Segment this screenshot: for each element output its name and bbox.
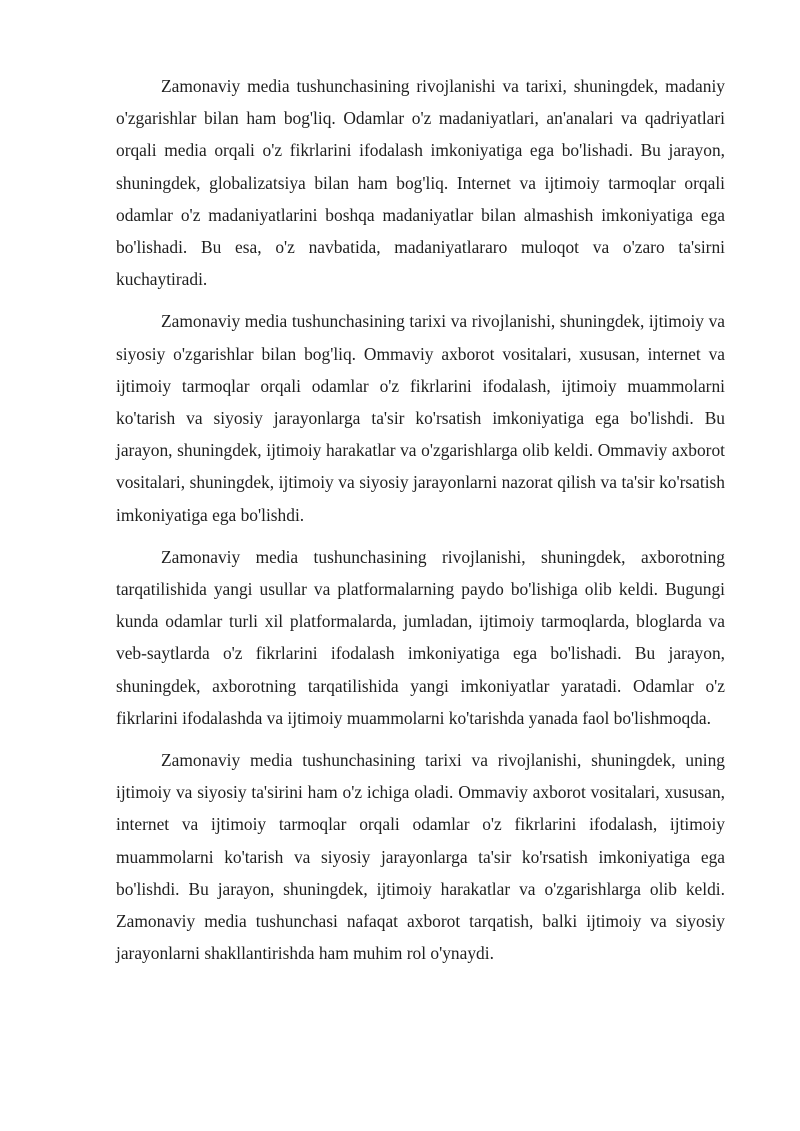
- paragraph-4: Zamonaviy media tushunchasining tarixi va rivojlanishi, shuningdek, uning ijtimoiy va siyosiy ta'sirini ham o'z ichiga oladi. Ommaviy axborot vositalari, xususan, internet va ijtimoiy tarmoqlar orqali odamlar o'z fikrlarini ifodalash, ijtimoiy muammolarni ko'tarish va siyosiy jarayonlarga ta'sir ko'rsatish imkoniyatiga ega bo'lishdi. Bu jarayon, shuningdek, ijtimoiy harakatlar va o'zgarishlarga olib keldi. Zamonaviy media tushunchasi nafaqat axborot tarqatish, balki ijtimoiy va siyosiy jarayonlarni shakllantirishda ham muhim rol o'ynaydi.: [116, 750, 725, 964]
- paragraph-3: Zamonaviy media tushunchasining rivojlanishi, shuningdek, axborotning tarqatilishida yangi usullar va platformalarning paydo bo'lishiga olib keldi. Bugungi kunda odamlar turli xil platformalarda, jumladan, ijtimoiy tarmoqlarda, bloglarda va veb-saytlarda o'z fikrlarini ifodalash imkoniyatiga ega bo'lishadi. Bu jarayon, shuningdek, axborotning tarqatilishida yangi imkoniyatlar yaratadi. Odamlar o'z fikrlarini ifodalashda va ijtimoiy muammolarni ko'tarishda yanada faol bo'lishmoqda.: [116, 546, 725, 728]
- paragraph-1: Zamonaviy media tushunchasining rivojlanishi va tarixi, shuningdek, madaniy o'zgarishlar bilan ham bog'liq. Odamlar o'z madaniyatlari, an'analari va qadriyatlari orqali media orqali o'z fikrlarini ifodalash imkoniyatiga ega bo'lishadi. Bu jarayon, shuningdek, globalizatsiya bilan ham bog'liq. Internet va ijtimoiy tarmoqlar orqali odamlar o'z madaniyatlarini boshqa madaniyatlar bilan almashish imkoniyatiga ega bo'lishadi. Bu esa, o'z navbatida, madaniyatlararo muloqot va o'zaro ta'sirni kuchaytiradi.: [116, 76, 725, 290]
- document-body: [116, 70, 725, 979]
- paragraph-2: Zamonaviy media tushunchasining tarixi va rivojlanishi, shuningdek, ijtimoiy va siyosiy o'zgarishlar bilan bog'liq. Ommaviy axborot vositalari, xususan, internet va ijtimoiy tarmoqlar orqali odamlar o'z fikrlarini ifodalash, ijtimoiy muammolarni ko'tarish va siyosiy jarayonlarga ta'sir ko'rsatish imkoniyatiga ega bo'lishdi. Bu jarayon, shuningdek, ijtimoiy harakatlar va o'zgarishlarga olib keldi. Ommaviy axborot vositalari, shuningdek, ijtimoiy va siyosiy jarayonlarni nazorat qilish va ta'sir ko'rsatish imkoniyatiga ega bo'lishdi.: [116, 311, 725, 525]
